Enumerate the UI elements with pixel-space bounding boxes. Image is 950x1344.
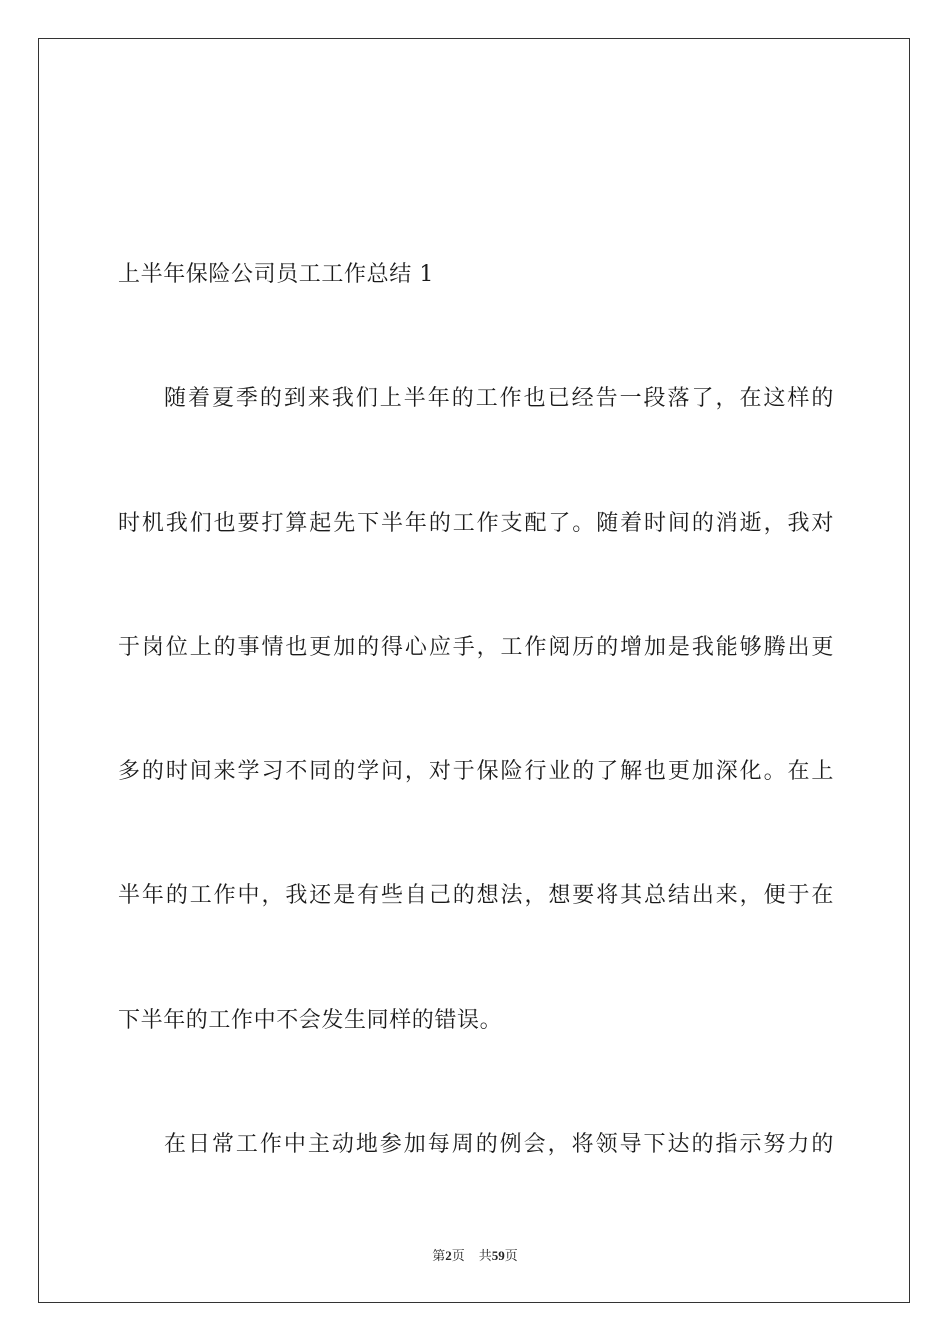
paragraph-1-line-2: 时机我们也要打算起先下半年的工作支配了。随着时间的消逝，我对	[118, 511, 834, 536]
document-title: 上半年保险公司员工工作总结 1	[118, 262, 434, 287]
paragraph-1-line-4: 多的时间来学习不同的学问，对于保险行业的了解也更加深化。在上	[118, 759, 834, 784]
page-footer	[0, 1247, 950, 1266]
total-prefix: 共	[478, 1249, 492, 1264]
paragraph-1-line-6: 下半年的工作中不会发生同样的错误。	[118, 1008, 503, 1033]
paragraph-1-line-5: 半年的工作中，我还是有些自己的想法，想要将其总结出来，便于在	[118, 883, 834, 908]
total-suffix: 页	[504, 1249, 518, 1264]
total-pages: 59	[491, 1248, 505, 1263]
page-number: 2	[445, 1248, 452, 1263]
page-prefix: 第	[432, 1249, 446, 1264]
page-border	[38, 38, 910, 1303]
page-suffix: 页	[451, 1249, 465, 1264]
paragraph-2-line-1: 在日常工作中主动地参加每周的例会，将领导下达的指示努力的	[164, 1132, 834, 1157]
paragraph-1-line-1: 随着夏季的到来我们上半年的工作也已经告一段落了，在这样的	[164, 386, 834, 411]
paragraph-1-line-3: 于岗位上的事情也更加的得心应手，工作阅历的增加是我能够腾出更	[118, 635, 834, 660]
